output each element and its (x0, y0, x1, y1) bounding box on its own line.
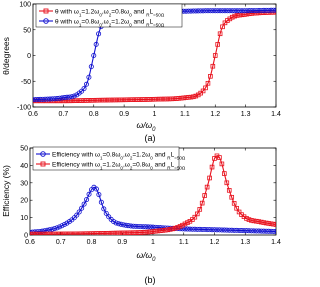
legend-label: θ with $\omega_1=0.8\omega_0,\omega_2=1.2\omega_0$ and $_RL_{=50\Omega}$ (55, 18, 165, 27)
legend-label: Efficiency with $\omega_1=1.2\omega_0,\omega_2=0.8\omega_0$ and $_RL_{=50\Omega}$ (52, 161, 186, 170)
x-tick-label: 1.2 (210, 111, 221, 118)
x-tick-label: 1.4 (271, 111, 281, 118)
x-tick-label: 0.7 (58, 111, 69, 118)
x-tick-label: 0.8 (88, 111, 99, 118)
x-tick-label: 1.1 (178, 239, 189, 246)
y-tick-label: 40 (20, 162, 28, 170)
y-tick-label: 10 (20, 215, 28, 223)
y-tick-label: 0 (24, 232, 28, 240)
y-tick-label: -100 (16, 104, 31, 112)
x-tick-label: 1 (151, 239, 155, 246)
x-tick-label: 1.4 (271, 239, 281, 246)
panel-label: (b) (144, 275, 156, 285)
panel-a-phase-chart (1, 2, 281, 144)
legend-label: θ with $\omega_1=1.2\omega_0,\omega_2=0.8\omega_0$ and $_RL_{=50\Omega}$ (55, 8, 165, 17)
x-tick-label: 0.8 (86, 239, 97, 246)
y-tick-label: 0 (27, 53, 31, 60)
x-tick-label: 1.1 (180, 111, 190, 118)
x-axis-label: $\omega/\omega_0$ (136, 120, 156, 133)
y-tick-label: -50 (20, 78, 31, 86)
y-tick-label: 50 (20, 145, 28, 153)
x-tick-label: 1.2 (209, 239, 220, 246)
x-tick-label: 0.9 (119, 111, 129, 118)
legend-label: Efficiency with $\omega_1=0.8\omega_0,\omega_2=1.2\omega_0$ and $_RL_{=50\Omega}$ (52, 151, 186, 160)
x-tick-label: 1.3 (240, 111, 251, 118)
legend (36, 4, 182, 27)
y-tick-label: 30 (20, 180, 28, 188)
x-tick-label: 1 (152, 111, 157, 118)
x-axis-label: $\omega/\omega_0$ (136, 250, 156, 263)
y-tick-label: 20 (20, 197, 28, 205)
x-tick-label: 0.9 (117, 239, 128, 246)
x-tick-label: 0.7 (55, 239, 66, 246)
y-axis-label: θ/degrees (1, 37, 11, 75)
x-tick-label: 1.3 (240, 239, 251, 246)
y-tick-label: 50 (23, 27, 31, 35)
y-tick-label: 100 (19, 1, 31, 9)
panel-b-efficiency-chart (1, 146, 281, 286)
x-tick-label: 0.6 (25, 239, 35, 246)
y-axis-label: Efficiency (%) (1, 165, 11, 217)
x-tick-label: 0.6 (28, 111, 38, 118)
legend (33, 147, 186, 170)
panel-label: (a) (144, 133, 156, 143)
